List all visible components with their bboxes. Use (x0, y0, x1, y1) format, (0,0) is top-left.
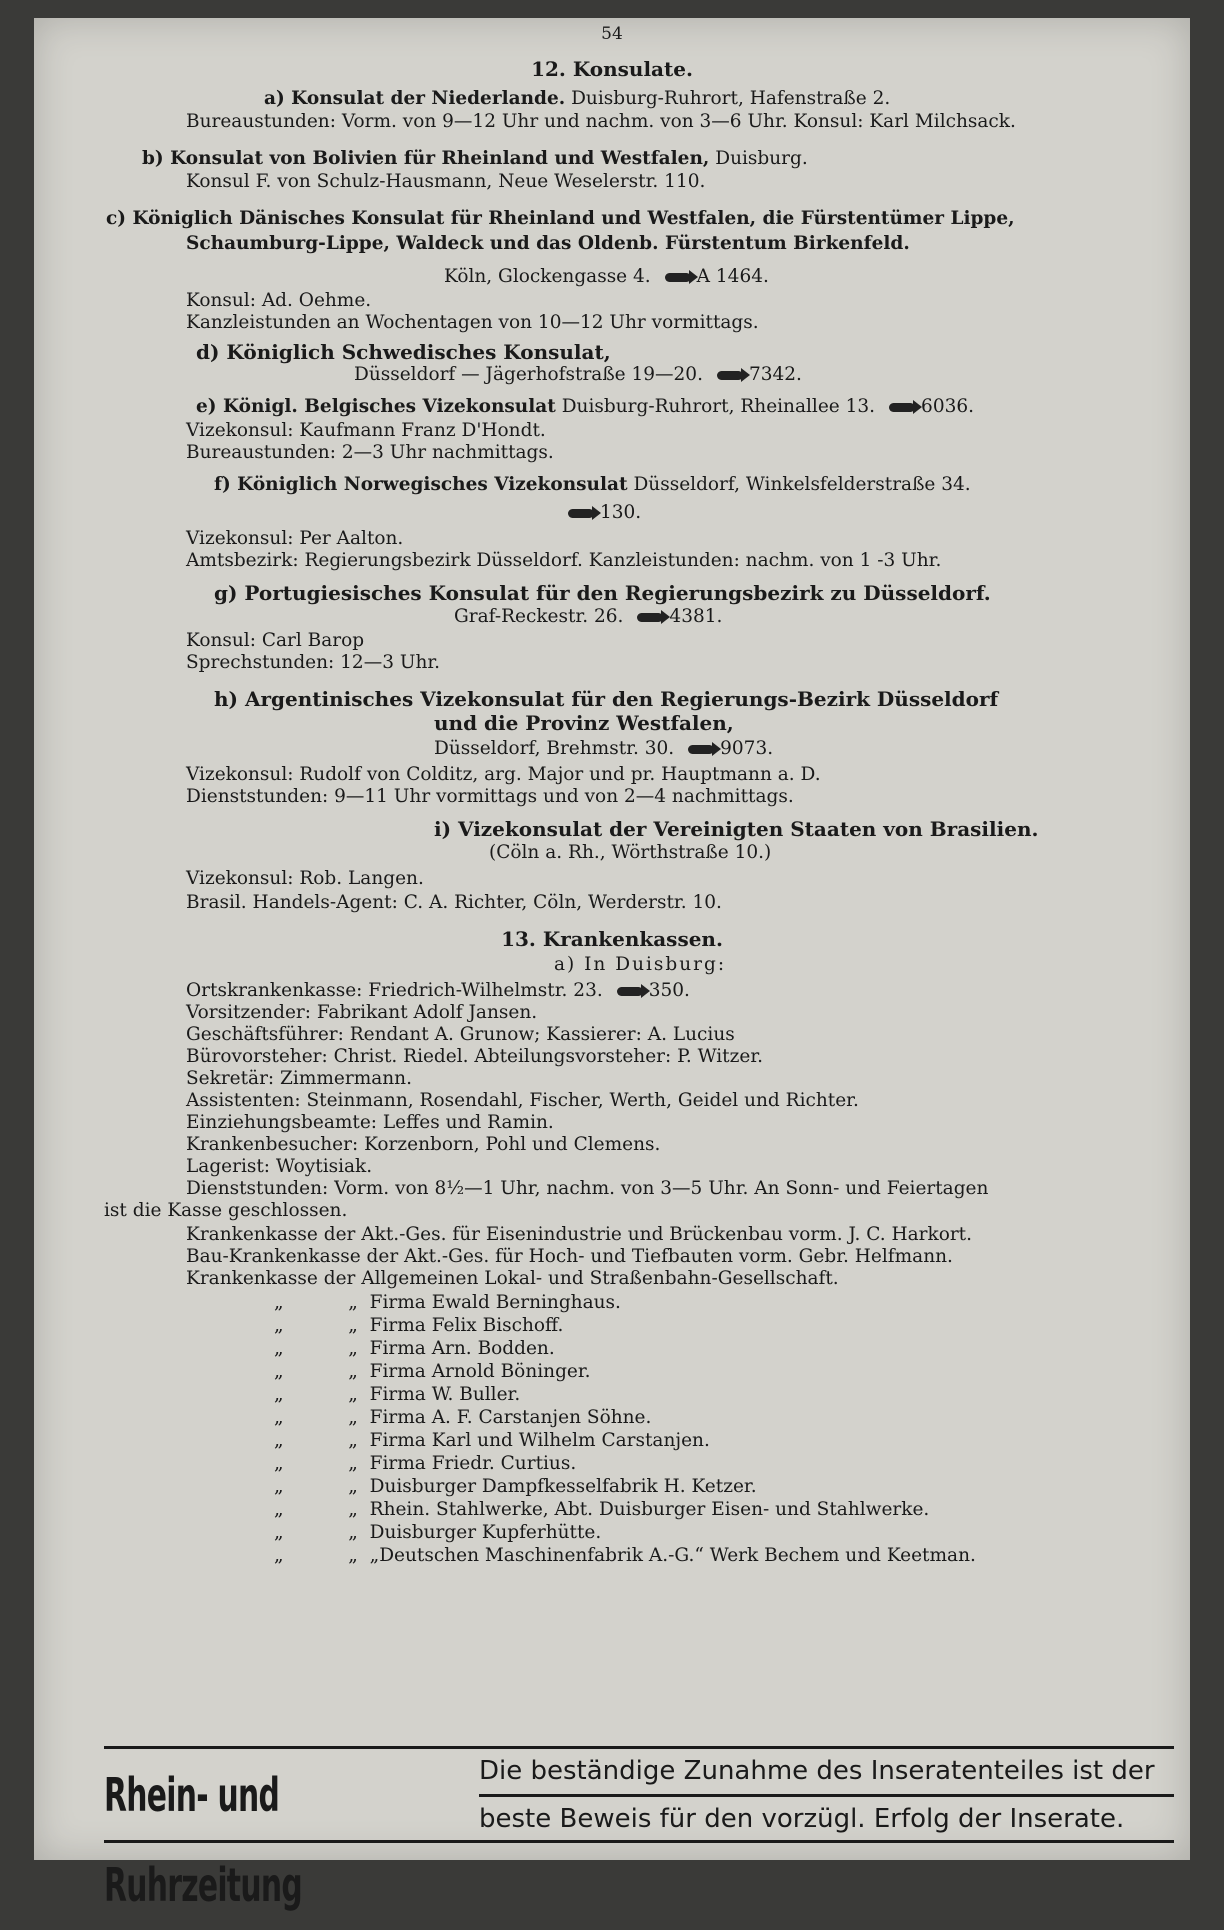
staff-line: Sekretär: Zimmermann. (186, 1068, 412, 1089)
office-hours-line-cont: ist die Kasse geschlossen. (104, 1200, 348, 1221)
krankenkasse-line: Krankenkasse der Akt.-Ges. für Eisenindustrie und Brückenbau vorm. J. C. Harkort. (186, 1224, 972, 1245)
telephone-icon (717, 364, 743, 386)
consulate-f-viceconsul: Vizekonsul: Per Aalton. (186, 528, 404, 549)
firm-item: „ „ Firma Arnold Böninger. (274, 1361, 591, 1382)
consulate-c-hours: Kanzleistunden an Wochentagen von 10—12 Uhr vormittags. (186, 312, 759, 333)
consulate-i-viceconsul: Vizekonsul: Rob. Langen. (186, 868, 424, 889)
ad-slogan-line-1: Die beständige Zunahme des Inseratenteiles ist der (479, 1756, 1155, 1786)
staff-line: Geschäftsführer: Rendant A. Grunow; Kassierer: A. Lucius (186, 1024, 735, 1045)
telephone-icon (637, 606, 663, 628)
consulate-g-heading: g) Portugiesisches Konsulat für den Regierungsbezirk zu Düsseldorf. (214, 581, 991, 605)
firm-item: „ „ Firma Karl und Wilhelm Carstanjen. (274, 1430, 710, 1451)
consulate-a-heading: a) Konsulat der Niederlande. Duisburg-Ruhrort, Hafenstraße 2. (264, 88, 891, 109)
consulate-h-hours: Dienststunden: 9—11 Uhr vormittags und von 2—4 nachmittags. (186, 786, 794, 807)
section-13-subheading: a) In Duisburg: (554, 954, 727, 975)
consulate-a-hours: Bureaustunden: Vorm. von 9—12 Uhr und nachm. von 3—6 Uhr. Konsul: Karl Milchsack. (186, 111, 1016, 132)
consulate-e-hours: Bureaustunden: 2—3 Uhr nachmittags. (186, 442, 554, 463)
consulate-f-telephone: 130. (554, 502, 641, 524)
consulate-g-consul: Konsul: Carl Barop (186, 630, 365, 651)
telephone-icon (568, 502, 594, 524)
consulate-e-viceconsul: Vizekonsul: Kaufmann Franz D'Hondt. (186, 420, 546, 441)
consulate-c-consul: Konsul: Ad. Oehme. (186, 290, 372, 311)
firm-item: „ „ Duisburger Dampfkesselfabrik H. Ketzer. (274, 1476, 757, 1497)
telephone-icon (665, 266, 691, 288)
firm-item: „ „ Firma W. Buller. (274, 1384, 521, 1405)
section-12-title: 12. Konsulate. (531, 57, 693, 81)
firm-item: „ „ Firma Friedr. Curtius. (274, 1453, 577, 1474)
consulate-h-heading-cont: und die Provinz Westfalen, (434, 711, 734, 735)
ad-newspaper-name: Rhein- und Ruhrzeitung (104, 1768, 302, 1912)
firm-item: „ „ Rhein. Stahlwerke, Abt. Duisburger Eisen- und Stahlwerke. (274, 1499, 930, 1520)
staff-line: Einziehungsbeamte: Leffes und Ramin. (186, 1112, 554, 1133)
staff-line: Lagerist: Woytisiak. (186, 1156, 373, 1177)
consulate-f-district: Amtsbezirk: Regierungsbezirk Düsseldorf. Kanzleistunden: nachm. von 1 -3 Uhr. (186, 550, 942, 571)
consulate-i-heading: i) Vizekonsulat der Vereinigten Staaten von Brasilien. (434, 817, 1039, 841)
staff-line: Vorsitzender: Fabrikant Adolf Jansen. (186, 1002, 538, 1023)
telephone-icon (889, 396, 915, 418)
krankenkasse-line: Bau-Krankenkasse der Akt.-Ges. für Hoch- und Tiefbauten vorm. Gebr. Helfmann. (186, 1246, 953, 1267)
staff-line: Assistenten: Steinmann, Rosendahl, Fischer, Werth, Geidel und Richter. (186, 1090, 859, 1111)
ad-top-rule (104, 1746, 1174, 1749)
staff-line: Bürovorsteher: Christ. Riedel. Abteilungsvorsteher: P. Witzer. (186, 1046, 764, 1067)
ad-slogan-line-2: beste Beweis für den vorzügl. Erfolg der Inserate. (479, 1804, 1125, 1834)
office-hours-line: Dienststunden: Vorm. von 8½—1 Uhr, nachm. von 3—5 Uhr. An Sonn- und Feiertagen (186, 1178, 989, 1199)
consulate-g-hours: Sprechstunden: 12—3 Uhr. (186, 652, 441, 673)
consulate-b-heading: b) Konsulat von Bolivien für Rheinland und Westfalen, Duisburg. (142, 148, 808, 169)
consulate-c-heading-cont: Schaumburg-Lippe, Waldeck und das Oldenb. Fürstentum Birkenfeld. (186, 233, 910, 254)
firm-item: „ „ Duisburger Kupferhütte. (274, 1522, 602, 1543)
consulate-f-heading: f) Königlich Norwegisches Vizekonsulat Düsseldorf, Winkelsfelderstraße 34. (214, 474, 971, 495)
consulate-h-address: Düsseldorf, Brehmstr. 30. 9073. (434, 738, 774, 759)
telephone-icon (617, 980, 643, 1002)
ad-bottom-rule (104, 1840, 1174, 1843)
consulate-d-heading: d) Königlich Schwedisches Konsulat, (196, 340, 611, 364)
consulate-c-heading: c) Königlich Dänisches Konsulat für Rheinland und Westfalen, die Fürstentümer Lippe, (106, 208, 1015, 229)
consulate-h-viceconsul: Vizekonsul: Rudolf von Colditz, arg. Major und pr. Hauptmann a. D. (186, 764, 821, 785)
firm-item: „ „ Firma A. F. Carstanjen Söhne. (274, 1407, 652, 1428)
krankenkasse-line: Krankenkasse der Allgemeinen Lokal- und Straßenbahn-Gesellschaft. (186, 1268, 839, 1289)
consulate-i-address: (Cöln a. Rh., Wörthstraße 10.) (489, 842, 772, 863)
section-13-title: 13. Krankenkassen. (501, 927, 723, 951)
consulate-g-address: Graf-Reckestr. 26. 4381. (454, 606, 723, 627)
firm-item: „ „ Firma Felix Bischoff. (274, 1315, 564, 1336)
firm-item: „ „ „Deutschen Maschinenfabrik A.-G.“ Werk Bechem und Keetman. (274, 1545, 976, 1566)
consulate-d-address: Düsseldorf — Jägerhofstraße 19—20. 7342. (354, 364, 802, 385)
telephone-icon (688, 738, 714, 760)
page-number: 54 (601, 24, 623, 44)
staff-line: Krankenbesucher: Korzenborn, Pohl und Clemens. (186, 1134, 661, 1155)
ortskrankenkasse-line: Ortskrankenkasse: Friedrich-Wilhelmstr. 23. 350. (186, 980, 690, 1001)
document-page (34, 18, 1190, 1912)
consulate-i-agent: Brasil. Handels-Agent: C. A. Richter, Cöln, Werderstr. 10. (186, 892, 722, 913)
firm-item: „ „ Firma Arn. Bodden. (274, 1338, 555, 1359)
advertisement (104, 1746, 1174, 1912)
ad-middle-rule (479, 1794, 1174, 1797)
consulate-b-consul: Konsul F. von Schulz-Hausmann, Neue Weselerstr. 110. (186, 171, 706, 192)
consulate-c-address: Köln, Glockengasse 4. A 1464. (444, 266, 769, 287)
firm-item: „ „ Firma Ewald Berninghaus. (274, 1292, 621, 1313)
consulate-e-heading: e) Königl. Belgisches Vizekonsulat Duisburg-Ruhrort, Rheinallee 13. 6036. (196, 396, 975, 417)
consulate-h-heading: h) Argentinisches Vizekonsulat für den Regierungs-Bezirk Düsseldorf (214, 687, 999, 711)
